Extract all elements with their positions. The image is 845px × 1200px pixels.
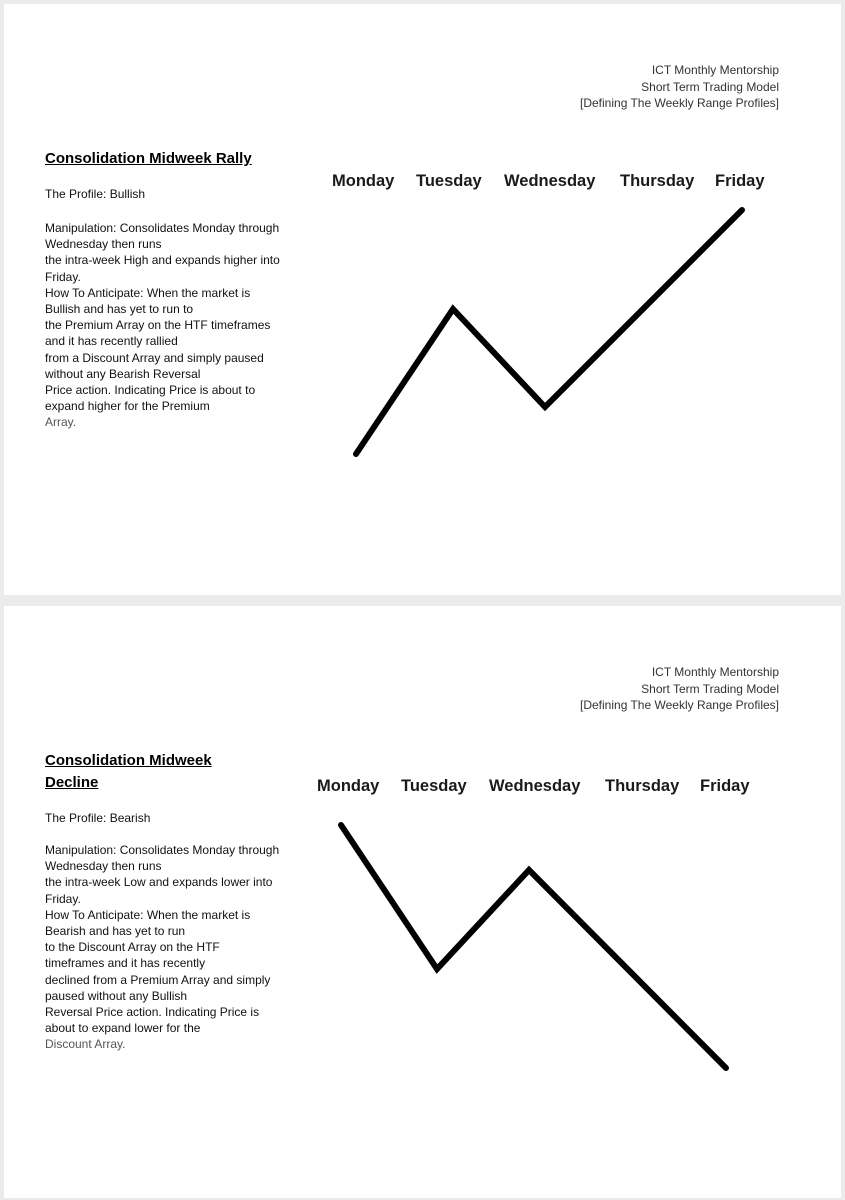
header-line-2: Short Term Trading Model <box>641 79 779 94</box>
price-path-chart <box>4 606 841 1198</box>
price-path-line <box>356 210 742 454</box>
price-path-line <box>341 825 726 1068</box>
desc-line: Friday. <box>45 269 81 284</box>
desc-line: How To Anticipate: When the market is <box>45 285 251 300</box>
desc-line: Manipulation: Consolidates Monday through <box>45 843 280 857</box>
day-label-wednesday: Wednesday <box>489 777 581 795</box>
day-label-monday: Monday <box>317 777 380 795</box>
day-label-friday: Friday <box>700 777 750 795</box>
desc-line: expand higher for the Premium <box>45 399 210 414</box>
desc-line: Wednesday then runs <box>45 859 162 874</box>
profile-type: The Profile: Bullish <box>45 187 146 201</box>
desc-line: paused without any Bullish <box>45 988 188 1003</box>
day-label-tuesday: Tuesday <box>401 777 467 795</box>
desc-line: Friday. <box>45 891 81 906</box>
header-line-2: Short Term Trading Model <box>641 681 779 696</box>
desc-line: Wednesday then runs <box>45 237 162 252</box>
profile-title: Consolidation Midweek Decline <box>45 752 212 791</box>
header-line-1: ICT Monthly Mentorship <box>651 63 779 77</box>
desc-line: Discount Array. <box>45 1037 126 1052</box>
desc-line: Bullish and has yet to run to <box>45 302 194 317</box>
desc-line: the intra-week Low and expands lower into <box>45 875 273 890</box>
desc-line: about to expand lower for the <box>45 1021 201 1036</box>
day-label-tuesday: Tuesday <box>416 172 482 190</box>
desc-line: the Premium Array on the HTF timeframes <box>45 318 271 333</box>
desc-line: timeframes and it has recently <box>45 956 206 971</box>
price-path-chart <box>4 4 841 595</box>
day-label-wednesday: Wednesday <box>504 172 596 190</box>
day-label-friday: Friday <box>715 172 765 190</box>
page-bearish <box>4 606 841 1198</box>
desc-line: to the Discount Array on the HTF <box>45 940 220 955</box>
desc-line: Price action. Indicating Price is about to <box>45 383 256 398</box>
day-label-thursday: Thursday <box>620 172 695 190</box>
day-label-monday: Monday <box>332 172 395 190</box>
desc-line: Reversal Price action. Indicating Price is <box>45 1005 260 1020</box>
desc-line: without any Bearish Reversal <box>45 366 201 381</box>
day-label-thursday: Thursday <box>605 777 680 795</box>
desc-line: How To Anticipate: When the market is <box>45 907 251 922</box>
desc-line: and it has recently rallied <box>45 334 178 349</box>
desc-line: Array. <box>45 415 77 430</box>
desc-line: the intra-week High and expands higher into <box>45 253 280 268</box>
desc-line: Bearish and has yet to run <box>45 924 186 939</box>
header-line-3: [Defining The Weekly Range Profiles] <box>580 96 779 110</box>
header-line-3: [Defining The Weekly Range Profiles] <box>580 698 779 712</box>
profile-title: Consolidation Midweek Rally <box>45 150 252 167</box>
desc-line: declined from a Premium Array and simply <box>45 972 271 987</box>
profile-type: The Profile: Bearish <box>45 811 151 825</box>
header-line-1: ICT Monthly Mentorship <box>651 665 779 679</box>
page-bullish <box>4 4 841 595</box>
desc-line: Manipulation: Consolidates Monday through <box>45 221 280 235</box>
desc-line: from a Discount Array and simply paused <box>45 350 264 365</box>
